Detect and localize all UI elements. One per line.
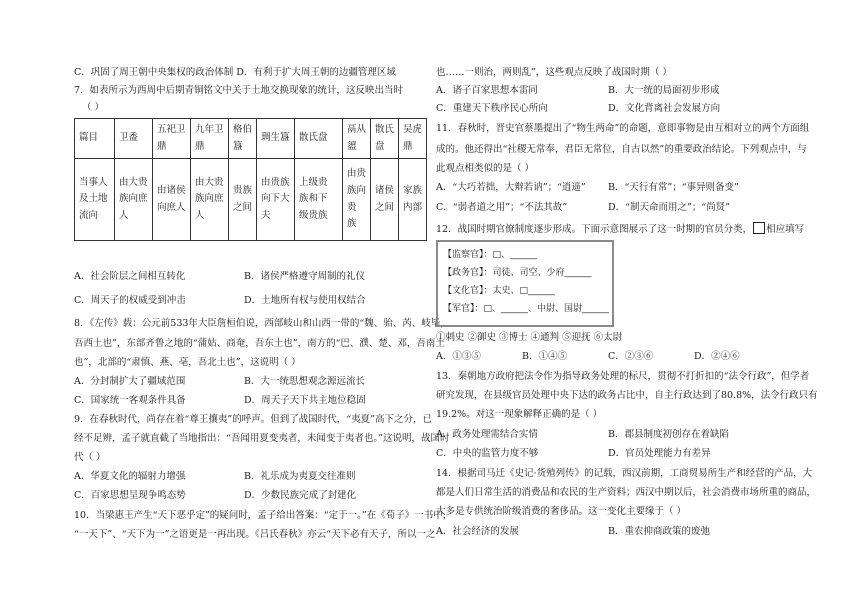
table-header-cell: 琱生簋 [257, 119, 295, 159]
q10-line-2: “一天下”、“天下为一”之语更是一再出现。《吕氏春秋》亦云“天下必有天子，所以一之 [74, 529, 436, 540]
q12-line-1-text: 12．战国时期官僚制度逐步形成。下面示意图展示了这一时期的官员分类， [436, 224, 753, 235]
q13-line-2: 研究发现，在县级官员处理中央下达的政务占比中，自主行政达到了80.8%，法令行政只有 [436, 390, 818, 401]
q11-option-c: C．“弱者道之用”；“不法其故” [436, 202, 568, 213]
q13-line-3: 19.2%。对这一现象解释正确的是（ ） [436, 409, 603, 420]
q13-option-a: A．政务处理需结合实情 [436, 429, 538, 440]
table-header-cell: 篇目 [75, 119, 115, 159]
table-header-cell: 格伯 簋 [229, 119, 257, 159]
q7-option-c: C．周天子的权威受到冲击 [74, 295, 186, 306]
diagram-row-supervisory: 【监察官】：□、______ [443, 250, 538, 260]
q9-line-3: 代（ ） [74, 452, 106, 463]
q9-line-2: 经不足辨，孟子就直截了当地指出：“吾闻用夏变夷者，未闻变于夷者也。”这说明，战国时 [74, 433, 450, 444]
diagram-row-administrative: 【政务官】：司徒、司空、少府______ [443, 268, 592, 278]
q10-option-d: D．文化背离社会发展方向 [608, 103, 721, 114]
q14-line-2: 都是人们日常生活的消费品和农民的生产资料；西汉中期以后，社会消费市场所重的商品， [436, 487, 817, 498]
table-header-cell: 散氏盘 [295, 119, 343, 159]
table-header-cell: 九年卫 鼎 [191, 119, 229, 159]
q13-option-c: C．中央的监管力度不够 [436, 448, 539, 459]
table-cell: 由诸侯 向庶人 [153, 159, 191, 241]
q13-line-1: 13．秦朝地方政府把法令作为指导政务处理的标尺，贯彻不打折扣的“法令行政”，但学者 [436, 371, 810, 382]
q10-option-a: A．诸子百家思想本雷同 [436, 85, 538, 96]
q9-line-1: 9．在春秋时代，尚存在着“尊王攘夷”的呼声。但到了战国时代，“夷夏”高下之分，已 [74, 414, 432, 425]
q8-line-3: 也”，北部的“肃慎、燕、亳，吾北土也”，这说明（ ） [74, 357, 301, 368]
table-cell: 由大贵 族向庶 人 [115, 159, 153, 241]
q8-line-2: 吾西土也”，东部齐鲁之地的“蒲姑、商奄，吾东土也”，南方的“巴、濮、楚、邓，吾南土 [74, 338, 445, 349]
q10-line-1: 10．当梁惠王产生“天下恶乎定”的疑问时，孟子给出答案：“定于一。”在《荀子》一书中， [74, 510, 453, 521]
q14-line-3: 大多是专供统治阶级消费的奢侈品。这一变化主要缘于（ ） [436, 506, 687, 517]
diagram-row-cultural: 【文化官】：太史、□______ [443, 286, 556, 296]
q11-option-b: B．“天行有常”；“事异则备变” [608, 182, 739, 193]
table-cell: 家族 内部 [399, 159, 427, 241]
q8-option-a: A．分封制扩大了疆域范围 [74, 376, 186, 387]
q14-option-b: B．重农抑商政策的废弛 [608, 526, 710, 537]
q12-line-1-tail: 相应填写 [766, 224, 805, 235]
q12-option-a: A．①③⑤ [436, 351, 481, 362]
q8-line-1: 8．《左传》载：公元前533年大臣詹桓伯说，西部岐山和山西一带的“魏、骀、芮、岐毕， [74, 318, 450, 329]
q8-option-d: D．周天子天下共主地位稳固 [244, 395, 366, 406]
q6-options-cd: C．巩固了周王朝中央集权的政治体制 D．有利于扩大周王朝的边疆管理区域 [74, 67, 396, 78]
q11-line-2: 成的。他还得出“社稷无常奉，君臣无常位，自古以然”的重要政治结论。下列观点中，与 [436, 144, 807, 155]
table-cell: 贵族 之间 [229, 159, 257, 241]
q7-option-b: B．诸侯严格遵守周制的礼仪 [244, 271, 365, 282]
table-header-cell: 散氏 盘 [371, 119, 399, 159]
q12-option-d: D．②④⑥ [694, 351, 740, 362]
table-cell: 上级贵 族和下 级贵族 [295, 159, 343, 241]
q11-line-3: 此观点相类似的是（ ） [436, 163, 535, 174]
q9-option-b: B．礼乐成为夷夏交往准则 [244, 471, 356, 482]
table-cell: 由贵族 向下大 夫 [257, 159, 295, 241]
diagram-row-military: 【军官】：□、______、中尉、国尉______ [443, 304, 610, 314]
q12-option-b: B．①④⑤ [522, 351, 567, 362]
q12-items: ①刺史 ②御史 ③博士 ④通判 ⑤迎抚 ⑥太尉 [436, 332, 623, 343]
q11-line-1: 11．春秋时，晋史官蔡墨提出了“物生两命”的命题，意即事物是由互相对立的两个方面组 [436, 123, 810, 134]
q7-option-d: D．土地所有权与使用权结合 [244, 295, 366, 306]
q12-option-c: C．②③⑥ [608, 351, 654, 362]
q11-option-d: D．“制天命而用之”；“尚贤” [608, 202, 731, 213]
table-cell: 由大贵 族向庶 人 [191, 159, 229, 241]
official-classification-diagram [436, 240, 614, 327]
table-cell: 由贵 族向 贵 族 [343, 159, 371, 241]
q9-option-a: A．华夏文化的辐射力增强 [74, 471, 186, 482]
q9-option-d: D．少数民族完成了封建化 [244, 490, 357, 501]
q13-option-b: B．郡县制度初创存在着缺陷 [608, 429, 729, 440]
table-header-cell: 卫盉 [115, 119, 153, 159]
q11-option-a: A．“大巧若拙，大辩若讷”；“逍遥” [436, 182, 586, 193]
q7-option-a: A．社会阶层之间相互转化 [74, 271, 186, 282]
q7-stem: 7．如表所示为西周中后期青铜铭文中关于土地交换现象的统计，这反映出当时 [74, 85, 404, 96]
q14-line-1: 14．根据司马迁《史记·货殖列传》的记载，西汉前期，工商贸易所生产和经营的产品，大 [436, 468, 813, 479]
q7-answer-paren: （ ） [82, 102, 105, 113]
blank-box [753, 222, 765, 234]
table-header-cell: 鬲从 盨 [343, 119, 371, 159]
table-cell: 当事人 及土地 流向 [75, 159, 115, 241]
q8-option-b: B．大一统思想观念源远流长 [244, 376, 365, 387]
table-cell: 诸侯 之间 [371, 159, 399, 241]
q13-option-d: D．官员处理能力有差异 [608, 448, 711, 459]
q9-option-c: C．百家思想呈现争鸣态势 [74, 490, 186, 501]
table-header-cell: 五祀卫 鼎 [153, 119, 191, 159]
q10-option-c: C．重建天下秩序民心所向 [436, 103, 548, 114]
q10-line-3: 也……一则治，两则乱”，这些观点反映了战国时期（ ） [436, 67, 672, 78]
q12-line-1 [436, 222, 804, 235]
q8-option-c: C．国家统一客观条件具备 [74, 395, 186, 406]
table-header-cell: 吴虎 鼎 [399, 119, 427, 159]
q10-option-b: B．大一统的局面初步形成 [608, 85, 720, 96]
q14-option-a: A．社会经济的发展 [436, 526, 519, 537]
